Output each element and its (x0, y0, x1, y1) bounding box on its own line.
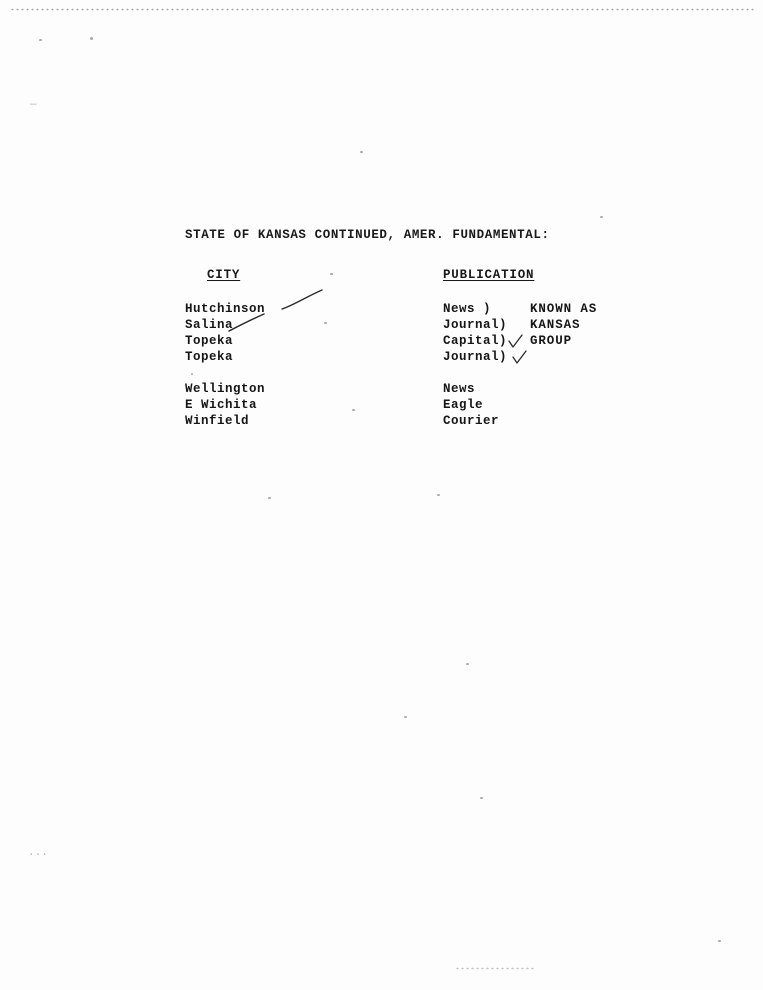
scan-speck (268, 497, 271, 499)
table-row (185, 350, 605, 366)
scan-edge-top (10, 8, 755, 11)
column-header-publication: PUBLICATION (443, 268, 535, 282)
city-value: Winfield (185, 414, 250, 428)
column-header-city: CITY (207, 268, 241, 282)
city-value: Wellington (185, 382, 266, 396)
scan-speck (466, 663, 469, 665)
scan-speck (718, 940, 721, 942)
table-row (185, 318, 605, 334)
table-row (185, 414, 605, 430)
typed-document-body (185, 228, 605, 430)
scan-speck (480, 797, 483, 799)
column-headers (185, 268, 605, 286)
scan-speck (39, 39, 42, 41)
group-note: KANSAS (530, 318, 581, 332)
city-value: E Wichita (185, 398, 258, 412)
publication-value: Journal) (443, 350, 508, 364)
page-title: STATE OF KANSAS CONTINUED, AMER. FUNDAMENTAL: (185, 228, 550, 242)
group-note: KNOWN AS (530, 302, 598, 316)
scan-smudge: — (30, 99, 37, 111)
publication-value: News ) (443, 302, 492, 316)
scan-speck (404, 716, 407, 718)
entries-list (185, 302, 605, 430)
publication-value: Eagle (443, 398, 484, 412)
scan-smudge: ... (28, 847, 48, 859)
scan-speck (600, 216, 603, 218)
table-row (185, 334, 605, 350)
scan-speck (90, 37, 93, 40)
publication-value: Capital) (443, 334, 508, 348)
city-value: Topeka (185, 350, 234, 364)
city-value: Hutchinson (185, 302, 266, 316)
scan-speck (437, 494, 440, 496)
table-row (185, 382, 605, 398)
scan-speck (360, 151, 363, 153)
table-row (185, 302, 605, 318)
city-value: Salina (185, 318, 234, 332)
city-value: Topeka (185, 334, 234, 348)
table-row (185, 398, 605, 414)
publication-value: Journal) (443, 318, 508, 332)
group-note: GROUP (530, 334, 573, 348)
scan-edge-bottom (455, 967, 535, 970)
publication-value: Courier (443, 414, 500, 428)
publication-value: News (443, 382, 476, 396)
